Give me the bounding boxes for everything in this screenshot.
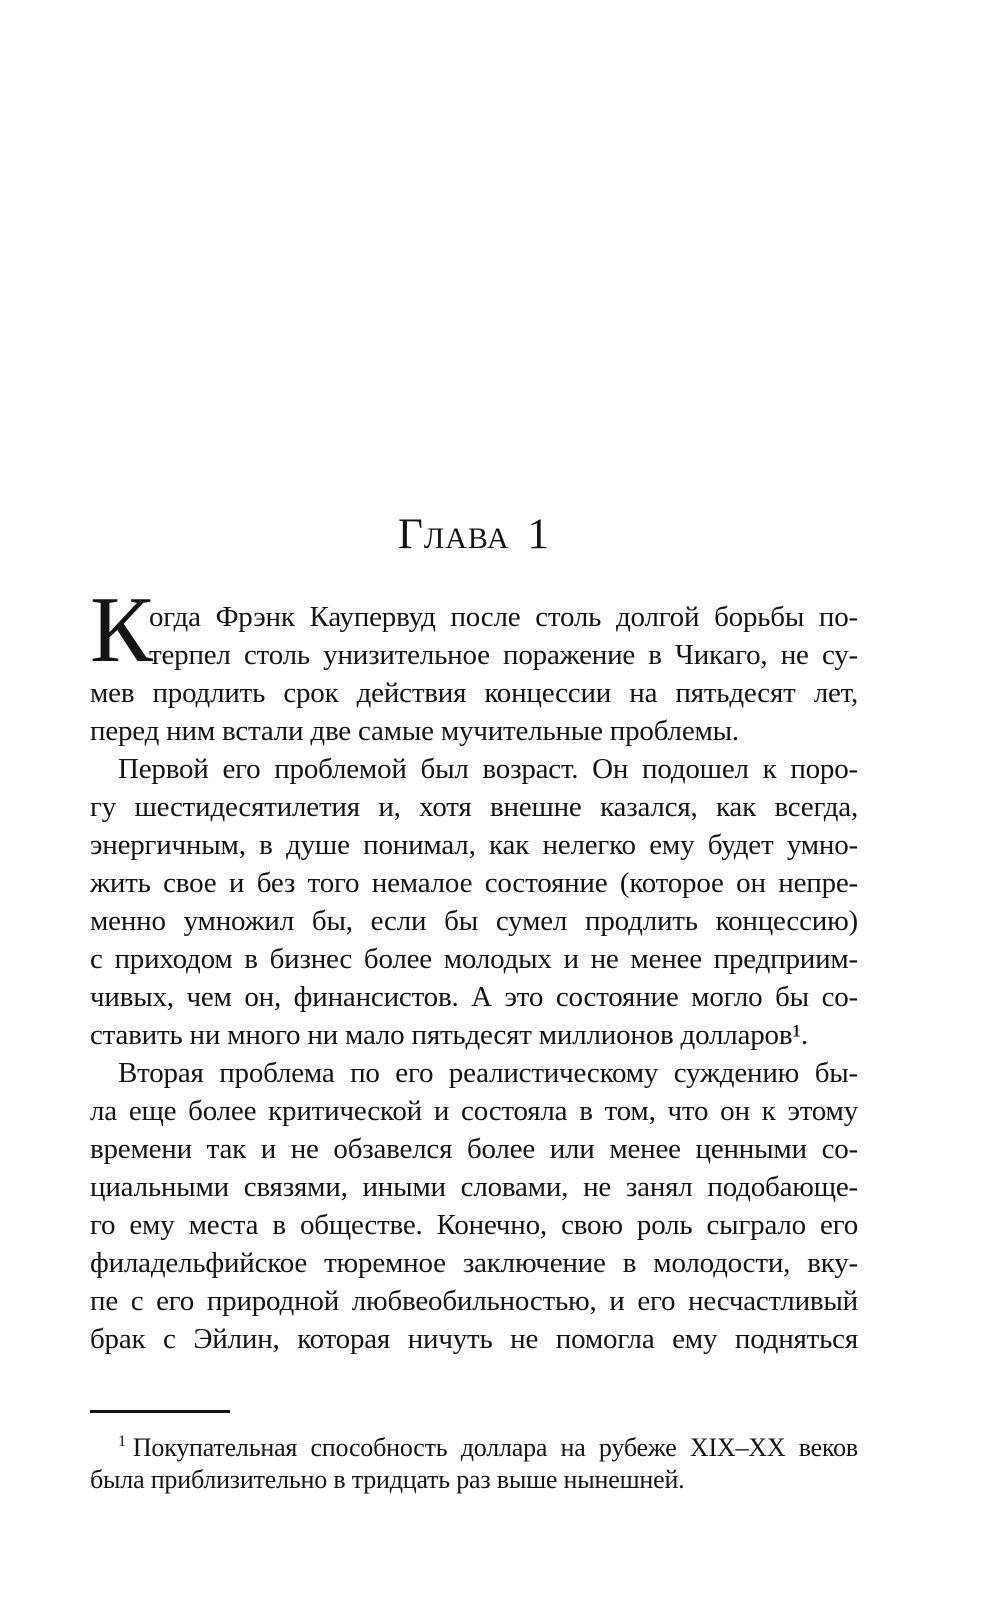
- text-line: Вторая проблема по его реалистическому суждению бы-: [118, 1057, 858, 1089]
- paragraph: [90, 578, 858, 750]
- text-line: энергичным, в душе понимал, как нелегко ему будет умно-: [90, 829, 858, 861]
- text-line: Первой его проблемой был возраст. Он подошел к поро-: [118, 753, 858, 785]
- text-line: ставить ни много ни мало пятьдесят миллионов долларов¹.: [90, 1019, 808, 1051]
- text-line: брак с Эйлин, которая ничуть не помогла ему подняться: [90, 1323, 858, 1355]
- footnote: [90, 1410, 858, 1496]
- paragraphs: [90, 578, 858, 1358]
- footnote-text: [90, 1426, 858, 1496]
- text-line: го ему места в обществе. Конечно, свою роль сыграло его: [90, 1209, 858, 1241]
- text-line: менно умножил бы, если бы сумел продлить концессию): [90, 905, 858, 937]
- text-line: перед ним встали две самые мучительные проблемы.: [90, 715, 739, 747]
- text-line: чивых, чем он, финансистов. А это состояние могло бы со-: [90, 981, 858, 1013]
- text-line: терпел столь унизительное поражение в Чикаго, не су-: [149, 639, 858, 671]
- footnote-divider: [90, 1410, 230, 1413]
- paragraph: [90, 750, 858, 1054]
- footnote-line: $^1$ Покупательная способность доллара на рубеже XIX–XX веков: [118, 1433, 858, 1462]
- text-line: с приходом в бизнес более молодых и не менее предприим-: [90, 943, 858, 975]
- drop-cap: К: [90, 578, 153, 682]
- text-line: жить свое и без того немалое состояние (которое он непре-: [90, 867, 858, 899]
- footnote-marker: 1: [118, 1433, 126, 1450]
- text-line: мев продлить срок действия концессии на пятьдесят лет,: [90, 677, 858, 709]
- paragraph: [90, 1054, 858, 1358]
- text-line: циальными связями, иными словами, не занял подобающе-: [90, 1171, 858, 1203]
- footnote-line: была приблизительно в тридцать раз выше нынешней.: [90, 1465, 685, 1494]
- text-line: времени так и не обзавелся более или менее ценными со-: [90, 1133, 858, 1165]
- text-line: огда Фрэнк Каупервуд после столь долгой борьбы по-: [149, 601, 858, 633]
- text-line: ла еще более критической и состояла в том, что он к этому: [90, 1095, 858, 1127]
- text-line: филадельфийское тюремное заключение в молодости, вку-: [90, 1247, 858, 1279]
- text-line: пе с его природной любвеобильностью, и его несчастливый: [90, 1285, 858, 1317]
- text-line: гу шестидесятилетия и, хотя внешне казался, как всегда,: [90, 791, 858, 823]
- chapter-heading: Глава 1: [398, 511, 550, 558]
